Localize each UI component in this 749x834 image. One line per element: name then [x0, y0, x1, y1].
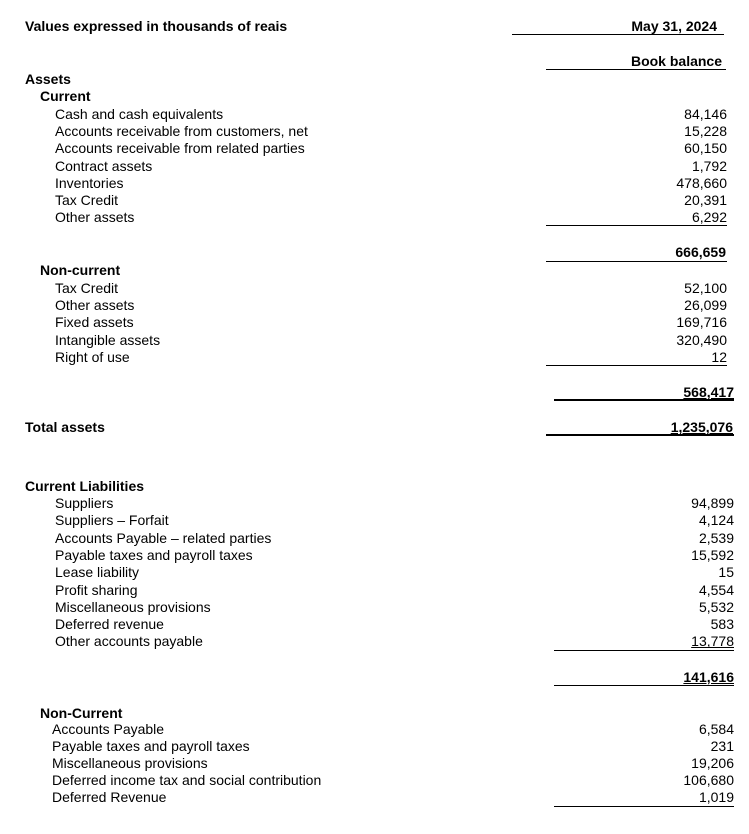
line-item-label: Suppliers	[55, 495, 114, 511]
column-book-balance-header: Book balance	[630, 53, 722, 69]
line-item-label: Right of use	[55, 348, 130, 365]
line-item-label: Profit sharing	[55, 581, 138, 598]
line-item-label: Inventories	[55, 174, 124, 191]
line-item-value: 15	[718, 564, 734, 581]
line-item-label: Accounts receivable from customers, net	[55, 123, 308, 140]
line-item-label: Tax Credit	[55, 280, 119, 296]
current-liabilities-total: 141,616	[683, 669, 734, 685]
total-assets-value: 1,235,076	[670, 419, 733, 435]
column-date-header: May 31, 2024	[631, 18, 717, 34]
total-rule	[546, 434, 734, 436]
subtotal-rule	[546, 225, 727, 226]
line-item-label: Accounts Payable – related parties	[55, 529, 272, 546]
line-item-value: 84,146	[684, 106, 727, 122]
line-item-label: Deferred income tax and social contribution	[52, 772, 322, 788]
line-item-value: 320,490	[676, 331, 727, 348]
line-item-label: Accounts receivable from related parties	[55, 140, 305, 157]
header-rule	[546, 69, 726, 70]
line-item-value: 6,292	[691, 209, 727, 226]
line-item-value: 1,019	[698, 789, 734, 805]
subtotal-rule	[546, 261, 727, 262]
line-item-label: Other assets	[55, 209, 135, 226]
line-item-value: 15,228	[684, 123, 727, 140]
line-item-value: 169,716	[676, 314, 727, 331]
current-assets-total: 666,659	[675, 244, 726, 260]
line-item-value: 52,100	[684, 280, 727, 296]
subsection-title-noncurrent-liabilities: Non-Current	[40, 705, 123, 721]
subsection-title-noncurrent-assets: Non-current	[40, 262, 121, 278]
line-item-value: 106,680	[683, 772, 734, 788]
line-item-label: Fixed assets	[55, 314, 134, 331]
line-item-label: Payable taxes and payroll taxes	[52, 738, 250, 754]
line-item-value: 15,592	[691, 546, 734, 563]
line-item-label: Tax Credit	[55, 192, 119, 208]
line-item-value: 231	[710, 738, 734, 754]
line-item-value: 20,391	[684, 192, 727, 208]
subtotal-rule	[554, 806, 734, 807]
line-item-value: 6,584	[698, 721, 734, 737]
line-item-label: Other assets	[55, 297, 135, 314]
line-item-label: Lease liability	[55, 564, 140, 581]
line-item-label: Other accounts payable	[55, 633, 203, 650]
subtotal-rule	[554, 399, 734, 401]
line-item-label: Suppliers – Forfait	[55, 512, 169, 529]
section-title-assets: Assets	[25, 71, 71, 87]
line-item-label: Contract assets	[55, 157, 153, 174]
line-item-value: 94,899	[691, 495, 734, 511]
line-item-value: 26,099	[684, 297, 727, 314]
subtotal-rule	[554, 650, 734, 651]
subtotal-rule	[554, 685, 734, 686]
total-assets-label: Total assets	[25, 419, 105, 435]
line-item-value: 60,150	[684, 140, 727, 157]
line-item-label: Miscellaneous provisions	[52, 755, 208, 771]
noncurrent-assets-total: 568,417	[683, 384, 734, 400]
header-rule	[512, 34, 724, 35]
line-item-value: 1,792	[691, 157, 727, 174]
subsection-title-current-assets: Current	[40, 88, 91, 104]
subtotal-rule	[546, 365, 727, 366]
section-title-current-liabilities: Current Liabilities	[25, 478, 145, 494]
line-item-label: Miscellaneous provisions	[55, 598, 211, 615]
line-item-label: Deferred Revenue	[52, 789, 167, 805]
line-item-value: 2,539	[698, 529, 734, 546]
line-item-value: 19,206	[691, 755, 734, 771]
line-item-value: 13,778	[691, 633, 734, 650]
line-item-value: 4,124	[698, 512, 734, 529]
line-item-value: 4,554	[698, 581, 734, 598]
line-item-label: Payable taxes and payroll taxes	[55, 546, 253, 563]
line-item-value: 583	[710, 616, 734, 633]
line-item-label: Deferred revenue	[55, 616, 164, 633]
line-item-value: 5,532	[698, 598, 734, 615]
line-item-label: Intangible assets	[55, 331, 161, 348]
line-item-label: Accounts Payable	[52, 721, 165, 737]
line-item-label: Cash and cash equivalents	[55, 106, 224, 122]
line-item-value: 12	[711, 348, 727, 365]
table-caption: Values expressed in thousands of reais	[25, 18, 288, 34]
line-item-value: 478,660	[676, 174, 727, 191]
